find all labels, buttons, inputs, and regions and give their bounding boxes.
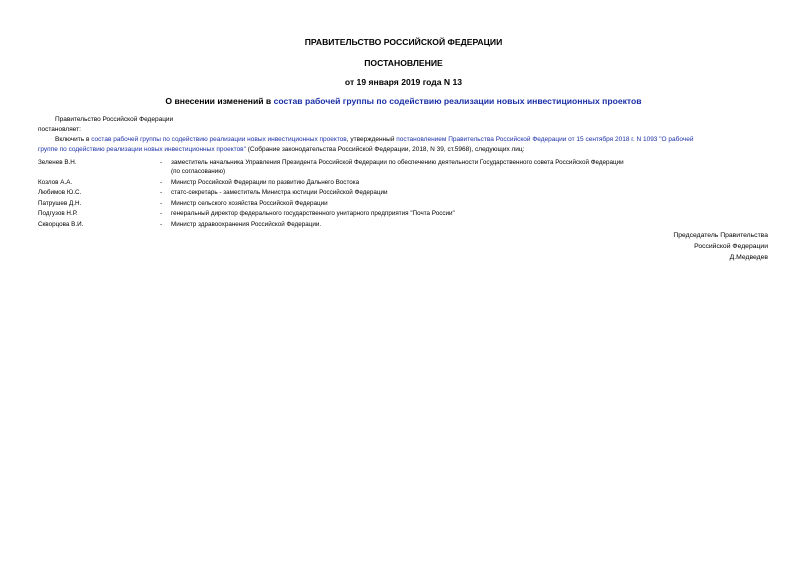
member-position-note: (по согласованию) [171,168,226,175]
working-group-link[interactable]: состав рабочей группы по содействию реализации новых инвестиционных проектов [91,136,347,143]
member-dash: - [160,189,163,196]
member-dash: - [160,200,163,207]
intro-line-2: постановляет: [38,126,81,133]
intro-line-1: Правительство Российской Федерации [55,116,174,123]
member-name: Зеленев В.Н. [38,159,77,166]
member-dash: - [160,221,163,228]
body-text-approved: , утвержденный [346,136,397,143]
member-name: Подгузов Н.Р. [38,210,78,217]
member-name: Патрушев Д.Н. [38,200,82,207]
member-position: Министр Российской Федерации по развитию Дальнего Востока [171,179,360,186]
document-title [0,96,807,106]
document-type-heading: ПОСТАНОВЛЕНИЕ [364,58,443,68]
signature-organization: Российской Федерации [694,243,768,250]
resolution-link-continued[interactable]: группе по содействию реализации новых инвестиционных проектов" [38,146,246,153]
date-number-heading: от 19 января 2019 года N 13 [344,77,463,87]
member-position: Министр здравоохранения Российской Федерации. [171,221,322,228]
member-name: Козлов А.А. [38,179,73,186]
member-position: заместитель начальника Управления Президента Российской Федерации по обеспечению деятельности Государственного совета Российской Федерации [171,159,624,166]
member-position: генеральный директор федерального государственного унитарного предприятия "Почта России" [171,210,455,217]
body-text-include: Включить в [55,136,92,143]
body-paragraph-line-2 [38,146,524,154]
title-prefix: О внесении изменений в [165,96,274,106]
member-dash: - [160,210,163,217]
government-heading: ПРАВИТЕЛЬСТВО РОССИЙСКОЙ ФЕДЕРАЦИИ [304,37,503,47]
member-position: статс-секретарь - заместитель Министра юстиции Российской Федерации [171,189,388,196]
body-text-source: (Собрание законодательства Российской Федерации, 2018, N 39, ст.5968), следующих лиц: [245,146,525,153]
member-dash: - [160,179,163,186]
resolution-link[interactable]: постановлением Правительства Российской Федерации от 15 сентября 2018 г. N 1093 "О рабочей [396,136,694,143]
member-name: Любимов Ю.С. [38,189,82,196]
member-position: Министр сельского хозяйства Российской Федерации [171,200,328,207]
member-dash: - [160,159,163,166]
signature-name: Д.Медведев [729,254,768,261]
member-name: Скворцова В.И. [38,221,84,228]
signature-title: Председатель Правительства [673,232,768,239]
body-paragraph-line-1 [55,136,693,144]
title-link[interactable]: состав рабочей группы по содействию реализации новых инвестиционных проектов [273,96,642,106]
